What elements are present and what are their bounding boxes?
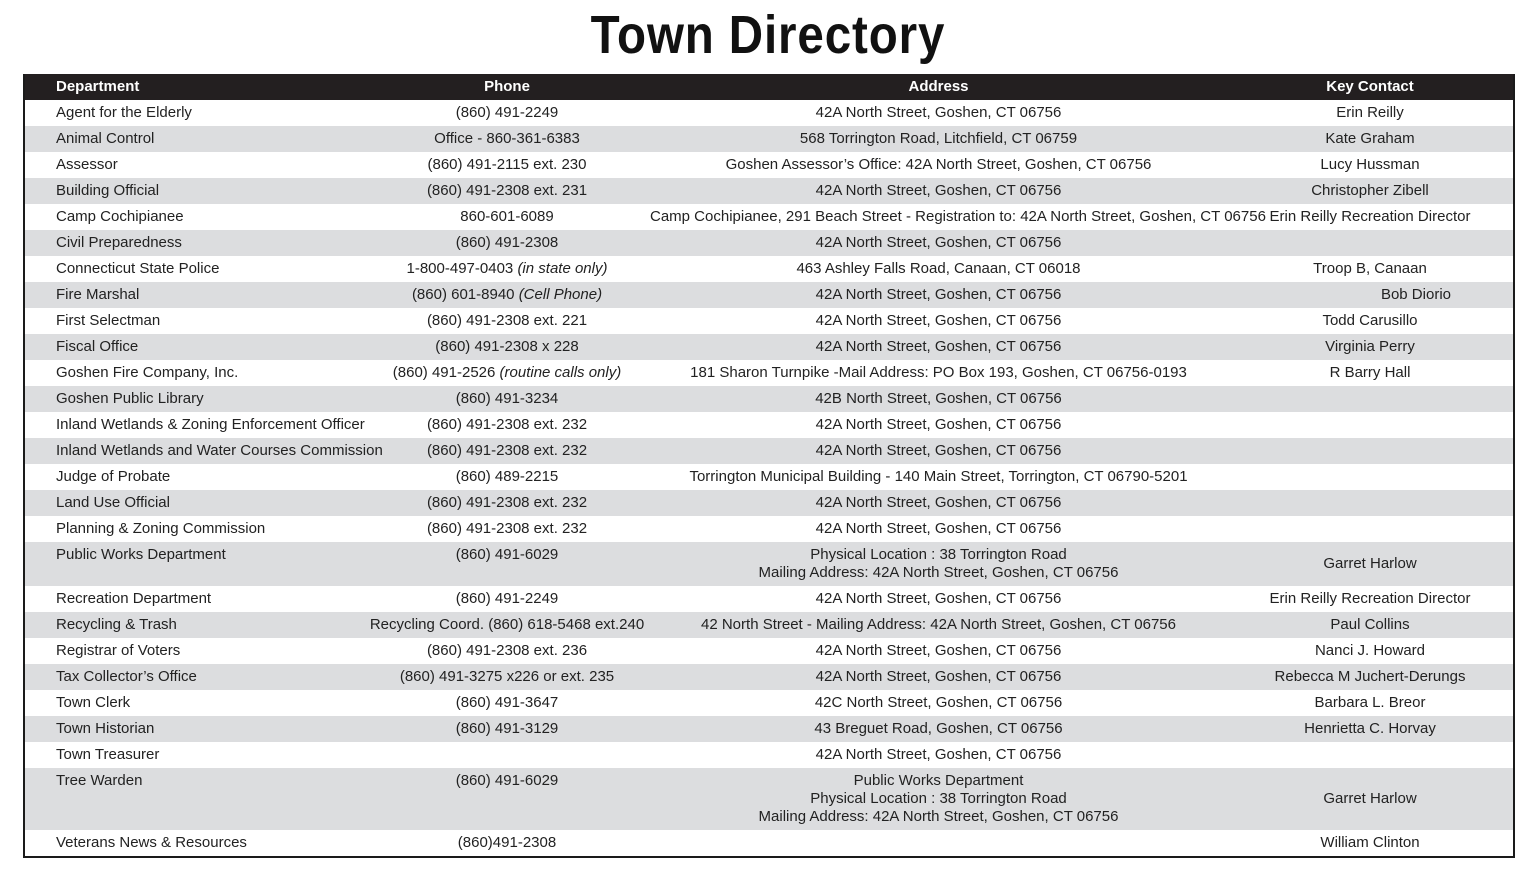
table-row: [25, 178, 1513, 204]
phone-note: (Cell Phone): [518, 286, 603, 303]
cell-key-contact: Erin Reilly: [1336, 104, 1404, 121]
cell-department: Building Official: [56, 182, 160, 199]
cell-address: [650, 468, 1227, 486]
cell-phone: [364, 834, 650, 852]
cell-phone: [364, 104, 650, 122]
phone-number: (860) 491-6029: [455, 546, 559, 563]
cell-phone: [364, 642, 650, 660]
phone-number: (860) 491-2308 ext. 232: [426, 520, 588, 537]
address-line: Goshen Assessor’s Office: 42A North Street, Goshen, CT 06756: [725, 156, 1152, 173]
phone-number: (860)491-2308: [457, 834, 557, 851]
address-line: Public Works Department: [853, 772, 1024, 789]
cell-phone: [364, 208, 650, 226]
address-line: Camp Cochipianee, 291 Beach Street - Registration to: 42A North Street, Goshen, CT 06756: [650, 208, 1266, 225]
address-line: 42A North Street, Goshen, CT 06756: [815, 642, 1062, 659]
cell-phone: [364, 542, 650, 564]
address-line: 42B North Street, Goshen, CT 06756: [815, 390, 1062, 407]
cell-address: [650, 338, 1227, 356]
cell-phone: [364, 468, 650, 486]
cell-phone: [364, 182, 650, 200]
table-row: [25, 230, 1513, 256]
cell-key-contact: Christopher Zibell: [1311, 182, 1429, 199]
table-row: [25, 830, 1513, 856]
cell-department: Planning & Zoning Commission: [56, 520, 266, 537]
address-line: 42C North Street, Goshen, CT 06756: [814, 694, 1063, 711]
address-line: 42A North Street, Goshen, CT 06756: [815, 286, 1062, 303]
table-row: [25, 152, 1513, 178]
cell-department: Civil Preparedness: [56, 234, 182, 251]
address-line: 42A North Street, Goshen, CT 06756: [815, 494, 1062, 511]
phone-number: (860) 491-3647: [455, 694, 559, 711]
address-line: 42A North Street, Goshen, CT 06756: [815, 520, 1062, 537]
cell-address: [650, 668, 1227, 686]
phone-number: (860) 491-2526: [392, 364, 496, 381]
table-row: [25, 638, 1513, 664]
table-row: [25, 360, 1513, 386]
table-row: [25, 586, 1513, 612]
cell-department: Recycling & Trash: [56, 616, 177, 633]
address-line: 181 Sharon Turnpike -Mail Address: PO Box 193, Goshen, CT 06756-0193: [690, 364, 1187, 381]
cell-department: Fiscal Office: [56, 338, 139, 355]
address-line: 42 North Street - Mailing Address: 42A North Street, Goshen, CT 06756: [701, 616, 1176, 633]
table-row: [25, 464, 1513, 490]
cell-address: [650, 520, 1227, 538]
cell-phone: [364, 494, 650, 512]
table-row: [25, 664, 1513, 690]
cell-address: [650, 416, 1227, 434]
table-row: [25, 612, 1513, 638]
phone-number: Recycling Coord. (860) 618-5468 ext.240: [369, 616, 645, 633]
cell-key-contact: Erin Reilly Recreation Director: [1269, 590, 1471, 607]
address-line: Torrington Municipal Building - 140 Main Street, Torrington, CT 06790-5201: [689, 468, 1188, 485]
address-line: 42A North Street, Goshen, CT 06756: [815, 338, 1062, 355]
address-line: 42A North Street, Goshen, CT 06756: [815, 234, 1062, 251]
table-row: [25, 386, 1513, 412]
directory-table: [23, 74, 1515, 858]
cell-address: [650, 442, 1227, 460]
cell-address: [650, 156, 1227, 174]
cell-key-contact: Virginia Perry: [1325, 338, 1415, 355]
cell-key-contact: Henrietta C. Horvay: [1304, 720, 1436, 737]
phone-number: (860) 491-3234: [455, 390, 559, 407]
cell-address: [650, 546, 1227, 582]
cell-department: Recreation Department: [56, 590, 212, 607]
table-row: [25, 282, 1513, 308]
phone-number: (860) 491-2308 ext. 232: [426, 416, 588, 433]
cell-key-contact: William Clinton: [1320, 834, 1420, 851]
cell-address: [650, 260, 1227, 278]
phone-number: (860) 601-8940: [411, 286, 515, 303]
cell-phone: [364, 616, 650, 634]
phone-number: (860) 491-2308 ext. 232: [426, 442, 588, 459]
cell-address: [650, 772, 1227, 826]
table-row: [25, 334, 1513, 360]
cell-phone: [364, 390, 650, 408]
phone-number: (860) 491-3129: [455, 720, 559, 737]
table-row: [25, 308, 1513, 334]
phone-note: (in state only): [517, 260, 608, 277]
cell-phone: [364, 260, 650, 278]
cell-phone: [364, 364, 650, 382]
address-line: 568 Torrington Road, Litchfield, CT 06759: [799, 130, 1078, 147]
cell-key-contact: Barbara L. Breor: [1314, 694, 1426, 711]
cell-phone: [364, 520, 650, 538]
cell-department: Tax Collector’s Office: [56, 668, 197, 685]
cell-department: First Selectman: [56, 312, 161, 329]
cell-address: [650, 494, 1227, 512]
cell-key-contact: R Barry Hall: [1329, 364, 1411, 381]
cell-address: [650, 720, 1227, 738]
cell-department: Camp Cochipianee: [56, 208, 184, 225]
phone-number: (860) 491-2249: [455, 104, 559, 121]
table-row: [25, 742, 1513, 768]
cell-address: [650, 642, 1227, 660]
header-phone: Phone: [484, 78, 530, 95]
table-row: [25, 542, 1513, 586]
table-row: [25, 490, 1513, 516]
header-department: Department: [56, 78, 140, 95]
phone-number: (860) 491-2308 ext. 231: [426, 182, 588, 199]
cell-address: [650, 312, 1227, 330]
cell-department: Town Clerk: [56, 694, 131, 711]
table-row: [25, 100, 1513, 126]
cell-phone: [364, 286, 650, 304]
cell-department: Public Works Department: [56, 546, 226, 563]
cell-department: Tree Warden: [56, 772, 143, 789]
cell-address: [650, 746, 1227, 764]
cell-phone: [364, 156, 650, 174]
cell-department: Town Historian: [56, 720, 155, 737]
cell-department: Veterans News & Resources: [56, 834, 247, 851]
cell-key-contact: Erin Reilly Recreation Director: [1269, 208, 1471, 225]
table-body: [25, 100, 1513, 856]
address-line: Physical Location : 38 Torrington Road: [810, 546, 1067, 563]
cell-department: Town Treasurer: [56, 746, 160, 763]
cell-key-contact: Lucy Hussman: [1320, 156, 1420, 173]
cell-department: Fire Marshal: [56, 286, 140, 303]
cell-department: Inland Wetlands and Water Courses Commission: [56, 442, 383, 459]
address-line: 42A North Street, Goshen, CT 06756: [815, 746, 1062, 763]
cell-phone: [364, 234, 650, 252]
cell-key-contact: Todd Carusillo: [1322, 312, 1418, 329]
cell-phone: [364, 416, 650, 434]
address-line: 42A North Street, Goshen, CT 06756: [815, 182, 1062, 199]
cell-key-contact: Troop B, Canaan: [1313, 260, 1427, 277]
phone-number: (860) 491-6029: [455, 772, 559, 789]
cell-address: [650, 390, 1227, 408]
cell-address: [650, 286, 1227, 304]
header-address: Address: [908, 78, 969, 95]
address-line: 463 Ashley Falls Road, Canaan, CT 06018: [796, 260, 1081, 277]
phone-number: 860-601-6089: [460, 208, 554, 225]
cell-address: [650, 364, 1227, 382]
phone-number: (860) 491-2308 x 228: [435, 338, 579, 355]
phone-number: (860) 491-2308 ext. 236: [426, 642, 588, 659]
cell-key-contact: Garret Harlow: [1323, 790, 1417, 807]
table-header-row: [25, 74, 1513, 100]
cell-key-contact: Paul Collins: [1330, 616, 1410, 633]
table-row: [25, 690, 1513, 716]
cell-department: Judge of Probate: [56, 468, 171, 485]
phone-number: (860) 491-3275 x226 or ext. 235: [399, 668, 615, 685]
cell-address: [650, 208, 1266, 226]
address-line: 42A North Street, Goshen, CT 06756: [815, 312, 1062, 329]
address-line: 42A North Street, Goshen, CT 06756: [815, 590, 1062, 607]
phone-number: Office - 860-361-6383: [434, 130, 580, 147]
cell-key-contact: Nanci J. Howard: [1314, 642, 1426, 659]
address-line: 42A North Street, Goshen, CT 06756: [815, 442, 1062, 459]
cell-phone: [364, 590, 650, 608]
table-row: [25, 516, 1513, 542]
phone-number: (860) 489-2215: [455, 468, 559, 485]
cell-phone: [364, 768, 650, 790]
cell-department: Land Use Official: [56, 494, 170, 511]
cell-address: [650, 616, 1227, 634]
cell-phone: [364, 130, 650, 148]
cell-department: Goshen Public Library: [56, 390, 204, 407]
cell-phone: [364, 694, 650, 712]
cell-key-contact: Kate Graham: [1325, 130, 1415, 147]
phone-number: 1-800-497-0403: [406, 260, 514, 277]
table-row: [25, 716, 1513, 742]
cell-key-contact: Bob Diorio: [1380, 286, 1451, 303]
address-line: Mailing Address: 42A North Street, Goshen, CT 06756: [758, 564, 1119, 581]
cell-phone: [364, 720, 650, 738]
cell-department: Agent for the Elderly: [56, 104, 192, 121]
cell-department: Inland Wetlands & Zoning Enforcement Officer: [56, 416, 365, 433]
address-line: 42A North Street, Goshen, CT 06756: [815, 416, 1062, 433]
cell-address: [650, 182, 1227, 200]
cell-department: Animal Control: [56, 130, 155, 147]
cell-address: [650, 694, 1227, 712]
address-line: 43 Breguet Road, Goshen, CT 06756: [814, 720, 1063, 737]
table-row: [25, 256, 1513, 282]
page-title: Town Directory: [590, 5, 946, 65]
cell-phone: [364, 338, 650, 356]
cell-phone: [364, 312, 650, 330]
cell-phone: [364, 668, 650, 686]
cell-department: Goshen Fire Company, Inc.: [56, 364, 239, 381]
table-row: [25, 204, 1513, 230]
header-key-contact: Key Contact: [1326, 78, 1414, 95]
phone-number: (860) 491-2308 ext. 232: [426, 494, 588, 511]
phone-number: (860) 491-2115 ext. 230: [427, 156, 587, 173]
address-line: 42A North Street, Goshen, CT 06756: [815, 104, 1062, 121]
cell-address: [650, 234, 1227, 252]
table-row: [25, 768, 1513, 830]
cell-phone: [364, 442, 650, 460]
cell-key-contact: Rebecca M Juchert-Derungs: [1274, 668, 1466, 685]
cell-address: [650, 130, 1227, 148]
cell-key-contact: Garret Harlow: [1323, 555, 1417, 572]
table-row: [25, 438, 1513, 464]
cell-department: Registrar of Voters: [56, 642, 181, 659]
cell-address: [650, 104, 1227, 122]
phone-note: (routine calls only): [499, 364, 622, 381]
table-row: [25, 126, 1513, 152]
address-line: Physical Location : 38 Torrington Road: [810, 790, 1067, 807]
cell-address: [650, 590, 1227, 608]
cell-department: Assessor: [56, 156, 118, 173]
phone-number: (860) 491-2308 ext. 221: [426, 312, 588, 329]
phone-number: (860) 491-2249: [455, 590, 559, 607]
cell-department: Connecticut State Police: [56, 260, 220, 277]
table-row: [25, 412, 1513, 438]
address-line: 42A North Street, Goshen, CT 06756: [815, 668, 1062, 685]
phone-number: (860) 491-2308: [455, 234, 559, 251]
address-line: Mailing Address: 42A North Street, Goshen, CT 06756: [758, 808, 1119, 825]
